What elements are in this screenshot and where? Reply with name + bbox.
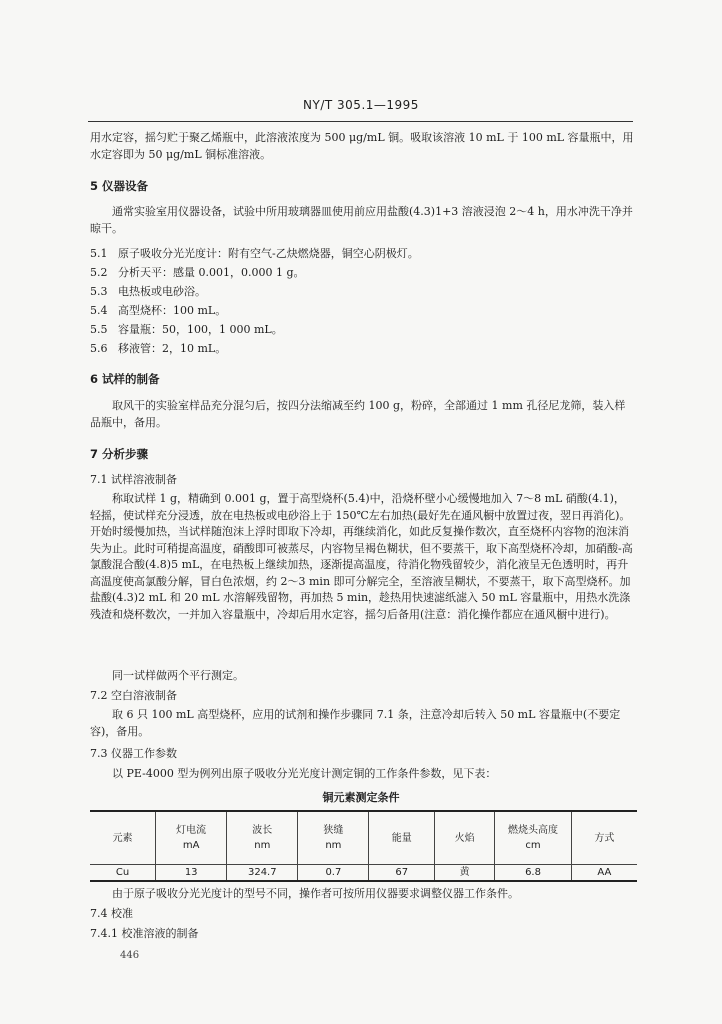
item-number: 5.4 [90, 304, 108, 317]
list-item-5-4 [90, 303, 226, 320]
item-number: 5.1 [90, 247, 108, 260]
item-text: 容量瓶：50，100，1 000 mL。 [118, 323, 283, 336]
section-6-paragraph: 取风干的实验室样品充分混匀后，按四分法缩减至约 100 g，粉碎，全部通过 1 mm 孔径尼龙筛，装入样品瓶中，备用。 [90, 399, 626, 429]
table-row [90, 865, 637, 882]
item-text: 移液管：2，10 mL。 [118, 342, 227, 355]
cell-mode: AA [571, 865, 637, 882]
header-unit: cm [525, 840, 541, 851]
header-lamp-current [156, 811, 227, 865]
subsection-7-2-heading: 7.2 空白溶液制备 [90, 689, 177, 702]
header-burner-height [495, 811, 572, 865]
header-label: 灯电流 [176, 825, 207, 836]
section-5-intro: 通常实验室用仪器设备，试验中所用玻璃器皿使用前应用盐酸(4.3)1+3 溶液浸泡 2～4 h，用水冲洗干净并晾干。 [90, 205, 633, 235]
cell-slit: 0.7 [298, 865, 369, 882]
item-number: 5.6 [90, 342, 108, 355]
subsection-7-1-paragraph: 称取试样 1 g，精确到 0.001 g，置于高型烧杯(5.4)中，沿烧杯壁小心缓慢地加入 7～8 mL 硝酸(4.1)，轻摇，使试样充分浸透，放在电热板或电砂浴上于 150℃左右加热(最好先在通风橱中放置过夜，翌日再消化)。开始时缓慢加热，当试样随泡沫上浮时即取下冷却，再继续消化，如此反复操作数次，直至烧杯内容物的泡沫消失为止。此时可稍提高温度，硝酸即可被蒸尽，内容物呈褐色糊状，但不要蒸干，取下高型烧杯冷却，加硝酸-高氯酸混合酸(4.8)5 mL，在电热板上继续加热，逐渐提高温度，待消化物残留较少，消化液呈无色透明时，再升高温度使高氯酸分解，冒白色浓烟，约 2～3 min 即可分解完全，至溶液呈糊状，不要蒸干，取下高型烧杯。加盐酸(4.3)2 mL 和 20 mL 水溶解残留物，再加热 5 min，趁热用快速滤纸滤入 50 mL 容量瓶中，用热水洗涤残渣和烧杯数次，一并加入容量瓶中，冷却后用水定容，摇匀后备用(注意：消化操作都应在通风橱中进行)。 [90, 492, 633, 621]
subsection-7-2-paragraph: 取 6 只 100 mL 高型烧杯，应用的试剂和操作步骤同 7.1 条，注意冷却后转入 50 mL 容量瓶中(不要定容)，备用。 [90, 708, 621, 738]
copper-conditions-table [90, 810, 637, 882]
table-title: 铜元素测定条件 [322, 791, 400, 804]
header-label: 元素 [112, 832, 133, 844]
header-label: 狭缝 [323, 825, 344, 836]
item-number: 5.2 [90, 266, 108, 279]
list-item-5-6 [90, 341, 226, 358]
header-label: 波长 [252, 825, 273, 836]
header-slit [298, 811, 369, 865]
after-table-paragraph: 由于原子吸收分光光度计的型号不同，操作者可按所用仪器要求调整仪器工作条件。 [112, 887, 519, 900]
item-number: 5.5 [90, 323, 108, 336]
item-text: 电热板或电砂浴。 [118, 285, 206, 298]
list-item-5-3 [90, 284, 206, 301]
header-label: 方式 [594, 832, 615, 844]
header-element [90, 811, 156, 865]
item-number: 5.3 [90, 285, 108, 298]
header-label: 火焰 [454, 832, 475, 844]
section-5-heading: 5 仪器设备 [90, 179, 149, 193]
subsection-7-3-paragraph: 以 PE-4000 型为例列出原子吸收分光光度计测定铜的工作条件参数，见下表： [112, 767, 497, 780]
subsection-7-4-heading: 7.4 校准 [90, 907, 133, 920]
cell-wavelength: 324.7 [227, 865, 298, 882]
item-text: 原子吸收分光光度计：附有空气-乙炔燃烧器，铜空心阴极灯。 [118, 247, 419, 260]
header-unit: mA [182, 840, 200, 851]
item-text: 高型烧杯：100 mL。 [118, 304, 227, 317]
cell-element: Cu [90, 865, 156, 882]
page-number: 446 [120, 950, 140, 961]
subsection-7-4-1-heading: 7.4.1 校准溶液的制备 [90, 927, 199, 940]
table-header-row [90, 811, 637, 865]
header-flame [435, 811, 495, 865]
list-item-5-2 [90, 265, 305, 282]
header-unit: nm [254, 840, 271, 851]
subsection-7-1-heading: 7.1 试样溶液制备 [90, 473, 177, 486]
continuation-paragraph: 用水定容，摇匀贮于聚乙烯瓶中，此溶液浓度为 500 μg/mL 铜。吸取该溶液 10 mL 于 100 mL 容量瓶中，用水定容即为 50 μg/mL 铜标准溶液。 [90, 131, 634, 161]
header-wavelength [227, 811, 298, 865]
header-mode [571, 811, 637, 865]
header-label: 能量 [391, 832, 412, 844]
header-energy [369, 811, 435, 865]
header-label: 燃烧头高度 [508, 825, 559, 836]
list-item-5-1 [90, 246, 419, 263]
cell-lamp-current: 13 [156, 865, 227, 882]
item-text: 分析天平：感量 0.001，0.000 1 g。 [118, 266, 305, 279]
cell-flame: 黄 [435, 865, 495, 882]
header-rule [88, 121, 633, 122]
cell-burner-height: 6.8 [495, 865, 572, 882]
list-item-5-5 [90, 322, 283, 339]
header-unit: nm [325, 840, 342, 851]
section-7-heading: 7 分析步骤 [90, 447, 149, 461]
standard-code-header: NY/T 305.1—1995 [303, 98, 419, 112]
subsection-7-3-heading: 7.3 仪器工作参数 [90, 747, 177, 760]
parallel-test-note: 同一试样做两个平行测定。 [112, 669, 244, 682]
section-6-heading: 6 试样的制备 [90, 372, 160, 386]
cell-energy: 67 [369, 865, 435, 882]
